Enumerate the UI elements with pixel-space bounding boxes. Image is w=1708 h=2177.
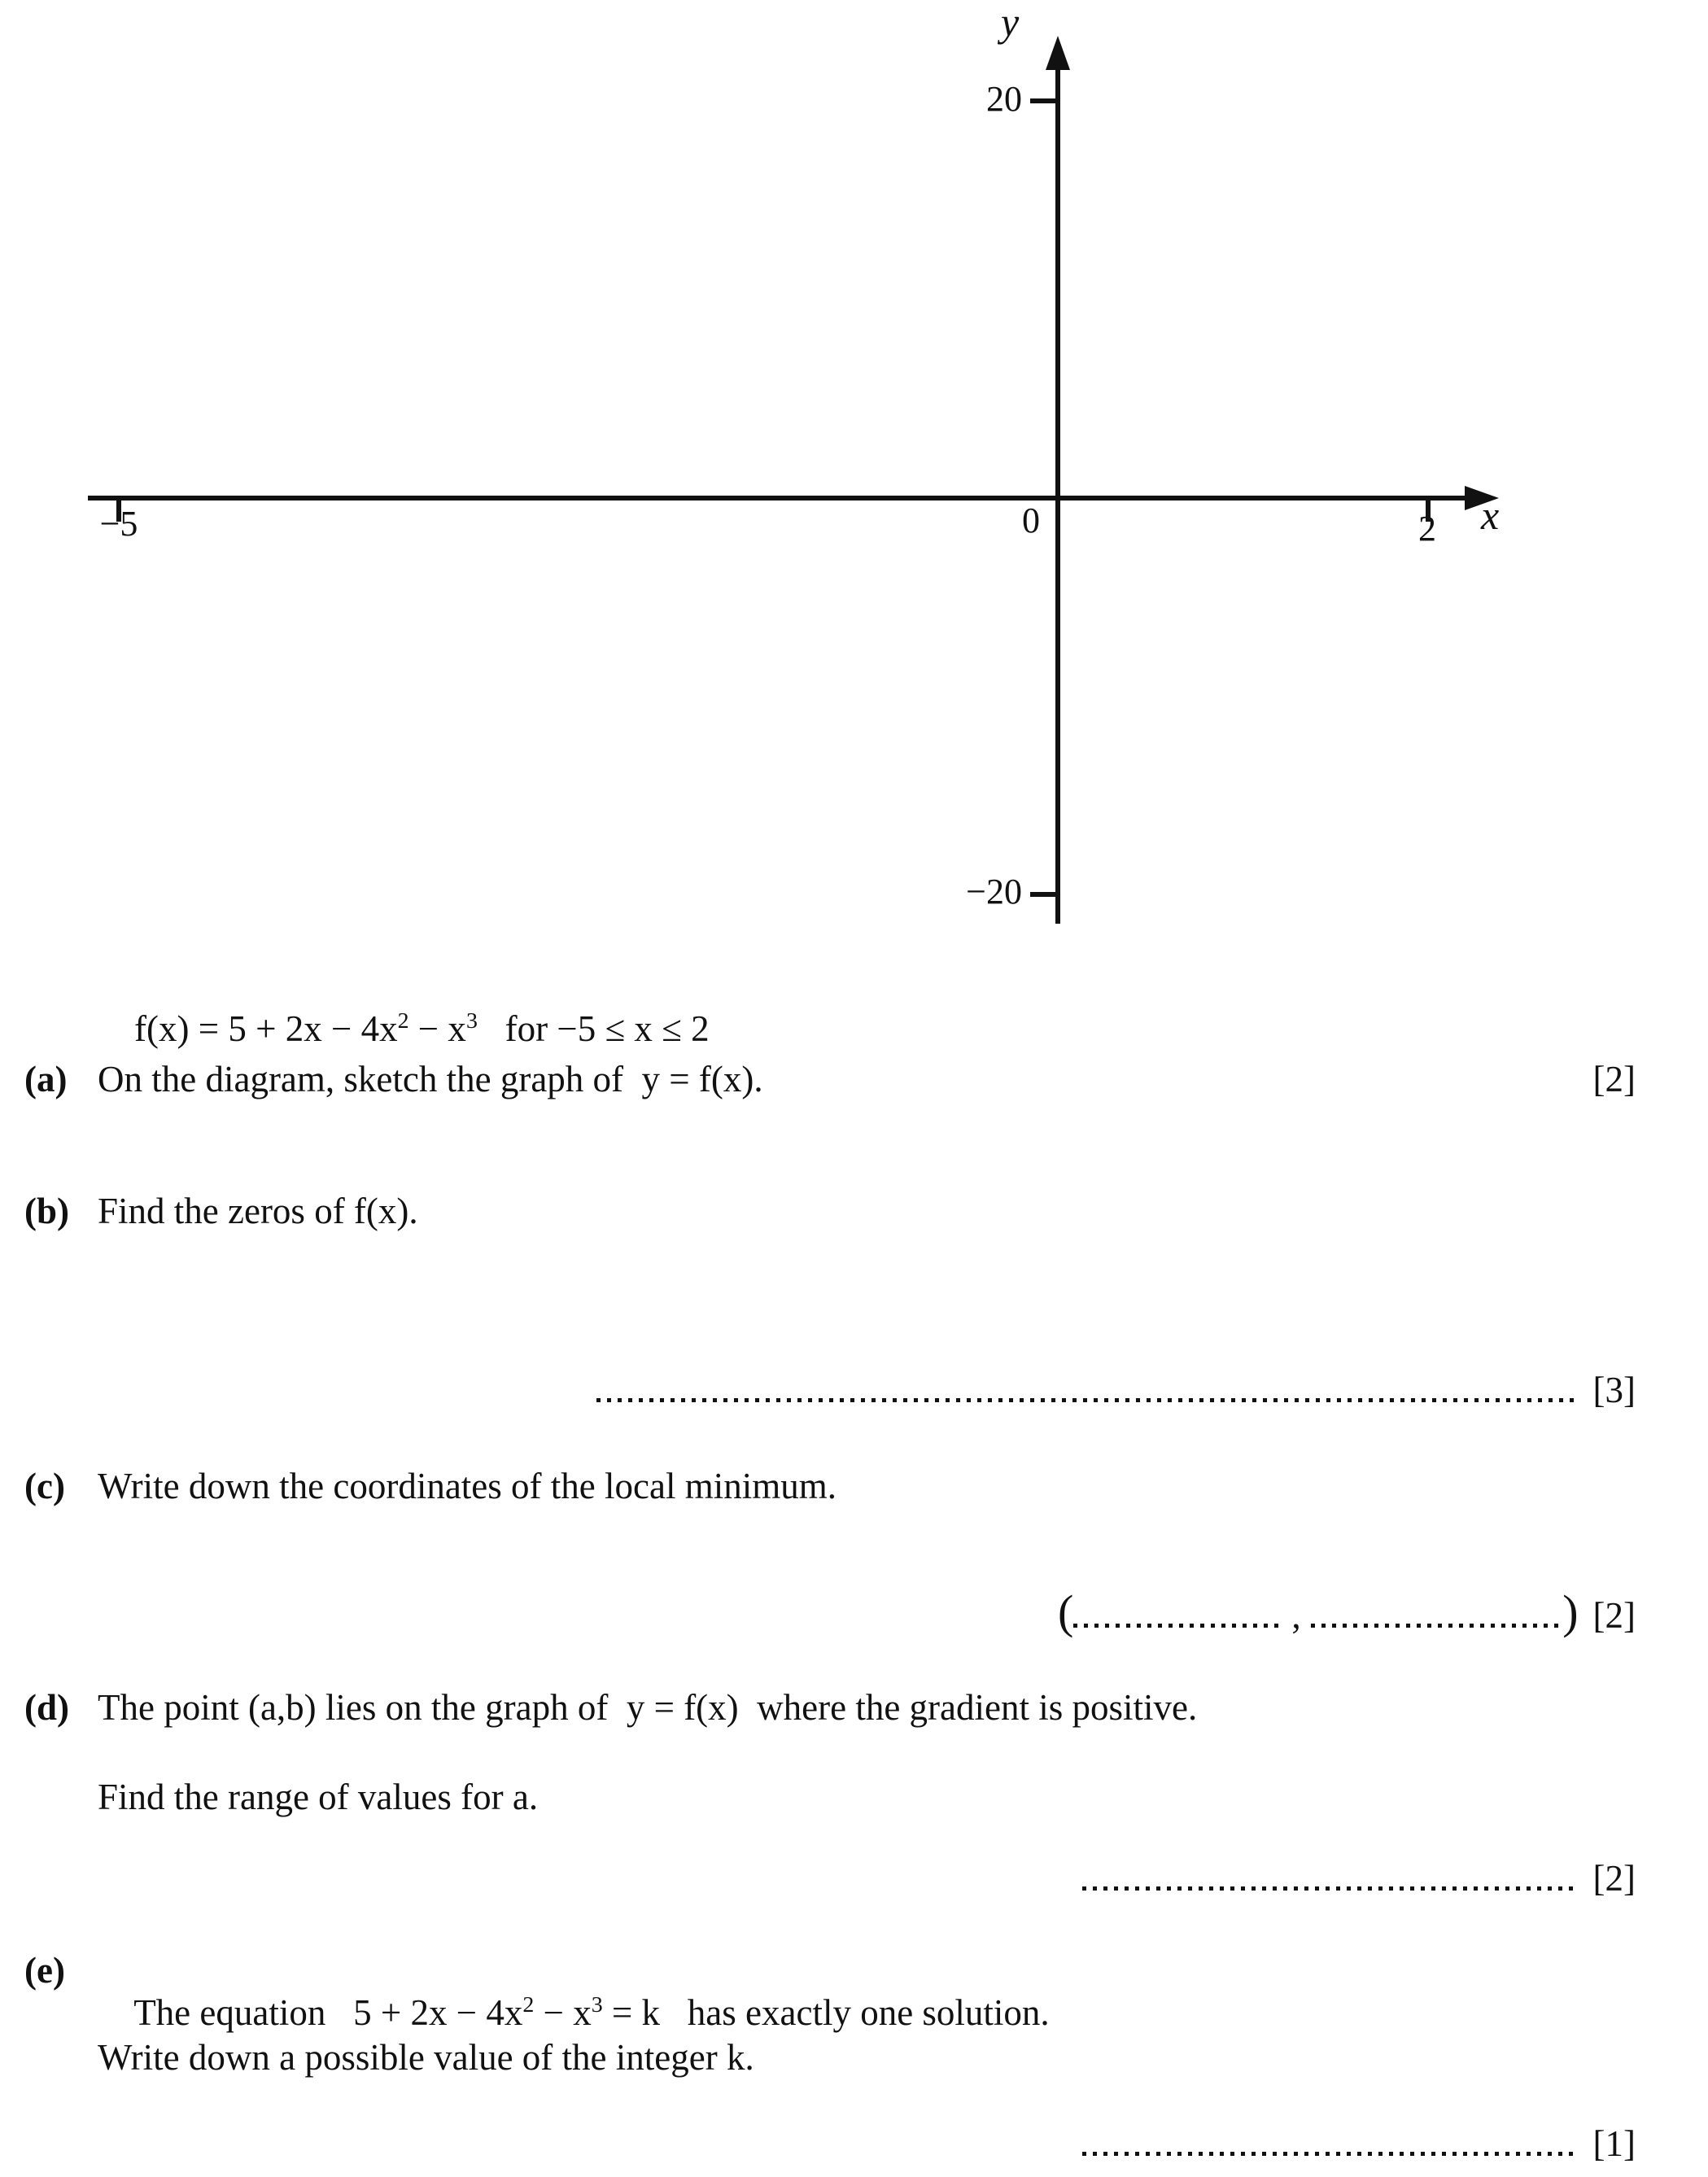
question-d-text-line1: The point (a,b) lies on the graph of y = f(x) where the gradient is positive. <box>98 1687 1198 1728</box>
question-c-text: Write down the coordinates of the local minimum. <box>98 1466 837 1506</box>
question-d-label: (d) <box>24 1687 69 1728</box>
function-definition-domain: for −5 ≤ x ≤ 2 <box>477 1008 710 1049</box>
y-tick-neg20 <box>1030 892 1055 897</box>
function-definition-mid: − x <box>408 1008 466 1049</box>
y-min-label: −20 <box>966 872 1022 911</box>
equation-post: = k has exactly one solution. <box>602 1992 1050 2033</box>
exponent-2: 2 <box>397 1008 409 1034</box>
question-b-answer-line <box>596 1369 1636 1411</box>
question-c-label: (c) <box>24 1466 65 1506</box>
function-definition-pre: f(x) = 5 + 2x − 4x <box>134 1008 398 1049</box>
close-paren: ) <box>1562 1585 1579 1638</box>
question-d-text-line2: Find the range of values for a. <box>98 1777 539 1817</box>
question-b-marks: [3] <box>1592 1370 1636 1410</box>
y-tick-20 <box>1030 98 1055 103</box>
open-paren: ( <box>1058 1585 1074 1638</box>
question-c-marks: [2] <box>1592 1595 1636 1636</box>
question-b-text: Find the zeros of f(x). <box>98 1191 418 1231</box>
answer-dots-y <box>1311 1624 1563 1628</box>
x-axis <box>88 496 1471 501</box>
y-axis <box>1055 59 1060 924</box>
question-e-text-line2: Write down a possible value of the integer k. <box>98 2037 754 2078</box>
question-a-label: (a) <box>24 1059 68 1099</box>
answer-dots-x <box>1073 1624 1278 1628</box>
exponent-3: 3 <box>465 1008 478 1034</box>
x-axis-label: x <box>1481 492 1500 538</box>
x-max-label: 2 <box>1418 509 1436 549</box>
origin-label: 0 <box>1022 501 1040 540</box>
equation-mid: − x <box>534 1992 592 2033</box>
question-e-answer-line <box>1082 2122 1636 2165</box>
question-e-marks: [1] <box>1592 2123 1636 2164</box>
answer-dots <box>596 1398 1579 1402</box>
answer-dots <box>1082 2152 1579 2156</box>
question-d-marks: [2] <box>1592 1858 1636 1899</box>
question-c-answer-line <box>1058 1585 1636 1638</box>
coordinate-comma: , <box>1291 1595 1301 1636</box>
x-min-label: −5 <box>99 504 138 544</box>
question-d-answer-line <box>1082 1857 1636 1899</box>
question-b-label: (b) <box>24 1191 69 1231</box>
y-axis-label: y <box>1001 0 1020 45</box>
answer-dots <box>1082 1886 1579 1891</box>
question-a-marks: [2] <box>1592 1059 1636 1099</box>
y-max-label: 20 <box>986 79 1022 119</box>
exponent-2: 2 <box>522 1992 535 2017</box>
question-e-label: (e) <box>24 1950 65 1991</box>
question-a-text: On the diagram, sketch the graph of y = f(x). <box>98 1059 763 1099</box>
equation-pre: The equation 5 + 2x − 4x <box>133 1992 523 2033</box>
exponent-3: 3 <box>591 1992 603 2017</box>
